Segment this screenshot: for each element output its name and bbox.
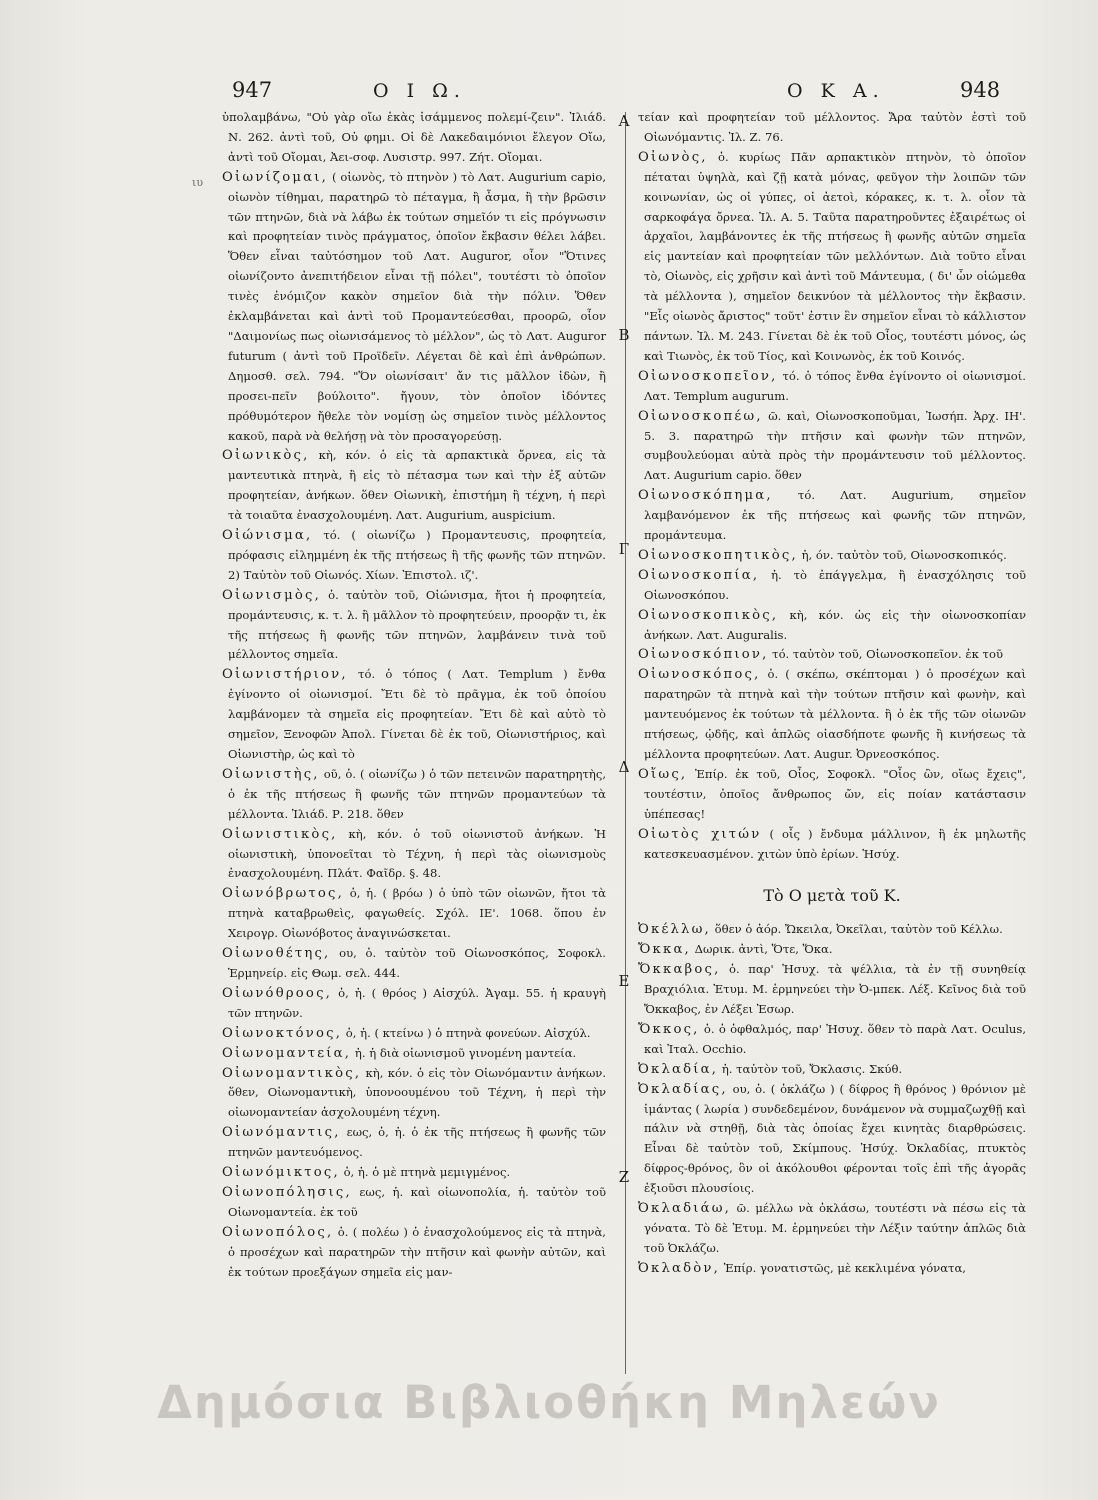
entry-definition: τό. ὁ τόπος ( Λατ. Templum ) ἔνθα ἐγίνοντο οἱ οἰωνισμοί. Ἔτι δὲ τὸ πρᾶγμα, ἐκ τοῦ ὁποίου λαμβάνομεν τὰ σημεῖα εἰς προφητείαν. Ἔτι δὲ καὶ αὐτὸ τὸ σημεῖον, Ξενοφῶν Ἀπολ. Γίνεται δὲ ἐκ τοῦ, Οἰωνιστήριος, καὶ Οἰωνιστὴρ, ὡς καὶ τὸ [228,667,607,761]
dictionary-entry [638,148,1026,367]
right-page-number: 948 [960,78,1001,102]
entry-headword: Οἰωνόβρωτος, [222,886,345,902]
dictionary-entry [222,825,606,885]
entry-headword: Ὀκλαδὸν, [638,1260,721,1276]
dictionary-entry [638,367,1026,407]
entry-definition: ἡ. τὸ ἐπάγγελμα, ἢ ἐνασχόλησις τοῦ Οἰωνοσκόπου. [644,567,1027,602]
section-mark-alpha: Α [618,112,630,130]
dictionary-entry [638,486,1026,546]
dictionary-entry [638,566,1026,606]
entry-headword: Οἰωνοσκοπία, [638,567,760,583]
dictionary-entry [222,984,606,1024]
left-column [222,108,606,1282]
entry-headword: Οἰωνομαντικὸς, [222,1065,362,1081]
entry-headword: Ὀκλαδιάω, [638,1201,732,1217]
dictionary-entry [222,1024,606,1044]
dictionary-entry [222,168,606,447]
entry-headword: Οἰωνοθέτης, [222,946,331,962]
entry-definition: τείαν καὶ προφητείαν τοῦ μέλλοντος. Ἄρα ταὐτὸν ἐστὶ τοῦ Οἰωνόμαντις. Ἰλ. Ζ. 76. [638,110,1026,144]
entry-definition: ου, ὁ. ( ὀκλάζω ) ( δίφρος ἢ θρόνος ) θρόνιον μὲ ἱμάντας ( λωρία ) συνδεδεμένον, δυνάμενον νὰ συμμαζωχθῇ καὶ πάλιν νὰ στηθῇ, διὰ τὰς ὁποίας ἔχει κινητὰς διαρθρώσεις. Εἶναι δὲ ταὐτὸν τοῦ, Σκίμπους. Ἡσύχ. Ὀκλαδίας, πτυκτὸς δίφρος-θρόνος, ὃν οἱ ἀκόλουθοι φέρονται τοῖς ἐπὶ τῆς ἀγορᾶς ἐξιοῦσι πλουσίοις. [644,1081,1027,1196]
entry-definition: Ἐπίρ. γονατιστῶς, μὲ κεκλιμένα γόνατα, [723,1260,966,1275]
entry-definition: ὁ. ὁ ὀφθαλμός, παρ' Ἡσυχ. ὅθεν τὸ παρὰ Λατ. Oculus, καὶ Ἰταλ. Occhio. [644,1021,1027,1056]
dictionary-entry [638,1080,1026,1199]
entry-definition: κὴ, κόν. ὁ τοῦ οἰωνιστοῦ ἀνήκων. Ἡ οἰωνιστικὴ, ὑπονοεῖται τὸ Τέχνη, ἡ περὶ τὰς οἰωνισμοὺς ἐνασχολουμένη. Πλάτ. Φαῖδρ. §. 48. [228,826,607,881]
dictionary-entry [222,446,606,526]
section-mark-zeta: Ζ [618,1168,630,1186]
dictionary-entry [638,108,1026,148]
entry-headword: Οἰωνοσκοπητικὸς, [638,547,798,563]
dictionary-entry [222,1044,606,1064]
entry-headword: Οἰωνοσκόπος, [638,667,761,683]
entry-headword: Ὄκκαβος, [638,962,721,978]
entry-definition: κὴ, κόν. ὁ εἰς τὸν Οἰωνόμαντιν ἀνήκων. ὅθεν, Οἰωνομαντικὴ, ὑπονοουμένου τοῦ Τέχνη, ἡ περὶ τὴν οἰωνομαντείαν ἀσχολουμένη τέχνη. [228,1065,607,1120]
entry-headword: Οἰωνομαντεία, [222,1045,352,1061]
entry-definition: κὴ, κόν. ὡς εἰς τὴν οἰωνοσκοπίαν ἀνήκων. Λατ. Auguralis. [644,607,1026,642]
dictionary-entry [222,665,606,765]
entry-definition: τό. ( οἰωνίζω ) Προμαντευσις, προφητεία, πρόφασις εἰλημμένη ἐκ τῆς πτήσεως ἢ τῆς φωνῆς τῶν πτηνῶν. 2) Ταὐτὸν τοῦ Οἰωνός. Χίων. Ἐπιστολ. ιζ'. [228,528,607,582]
dictionary-entry [638,825,1026,865]
entry-headword: Οἰωτὸς χιτών [638,826,762,842]
entry-headword: Ὀκέλλω, [638,922,711,938]
entry-headword: Ὄκκα, [638,942,691,958]
dictionary-entry [222,1223,606,1283]
entry-headword: Οἰωνοσκοπέω, [638,408,763,424]
dictionary-entry [638,1020,1026,1060]
entry-definition: ὁ. παρ' Ἡσυχ. τὰ ψέλλια, τὰ ἐν τῇ συνηθείᾳ Βραχιόλια. Ἐτυμ. Μ. ἑρμηνεύει τὴν Ὀ-μπεκ. Λέξ. Κεῖνος διὰ τοῦ Ὄκκαβος, ἐν Λέξει Ἐσωρ. [644,962,1026,1016]
right-running-head: Ο Κ Α. [787,80,885,102]
entry-headword: Οἰωνὸς, [638,149,708,165]
entry-headword: Οἰωνιστήριον, [222,667,348,683]
entry-headword: Οἰωνοσκοπεῖον, [638,368,778,384]
entry-definition: ὑπολαμβάνω, "Οὐ γὰρ οἴω ἑκὰς ἰσάμμενος πολεμί-ζειν". Ἰλιάδ. Ν. 262. ἀντὶ τοῦ, Οὐ φημι. Οἱ δὲ Λακεδαιμόνιοι ἔλεγον Οἴω, ἀντὶ τοῦ Οἴομαι, Ἀει-σοφ. Λυσιστρ. 997. Ζήτ. Οἴομαι. [222,110,606,164]
entry-definition: ὅθεν ὁ ἀόρ. Ὤκειλα, Ὀκεῖλαι, ταὐτὸν τοῦ Κέλλω. [714,922,1003,937]
entry-definition: ου, ὁ. ταὐτὸν τοῦ Οἰωνοσκόπος, Σοφοκλ. Ἑρμηνείρ. εἰς Θωμ. σελ. 444. [228,946,606,980]
dictionary-entry [638,606,1026,646]
dictionary-entry [222,1064,606,1124]
entry-definition: τό. ταὐτὸν τοῦ, Οἰωνοσκοπεῖον. ἐκ τοῦ [772,647,1003,662]
entry-definition: ( οἰωνὸς, τὸ πτηνὸν ) τὸ Λατ. Augurium capio, οἰωνὸν τίθημαι, παρατηρῶ τὸ πέταγμα, ἢ ἆσμα, ἢ τὴν βρῶσιν τῶν πτηνῶν, διὰ νὰ λάβω ἐκ τούτων σημεῖόν τι εἰς πρόγνωσιν καὶ προφητείαν τινὸς πράγματος, ὁποῖον ἔκβασιν θέλει λάβει. Ὅθεν εἶναι ταὐτόσημον τοῦ Λατ. Auguror, οἷον "Ὅτινες οἰωνίζοντο ἀνεπιτήδειον εἶναι τῇ πόλει", τουτέστι τὸ ὁποῖον τινὲς ἐνόμιζον κακὸν σημεῖον διὰ τὴν πόλιν. Ὅθεν ἐκλαμβάνεται καὶ ἀντὶ τοῦ Προμαντεύεσθαι, προορῶ, οἷον "Δαιμονίως πως οἰωνισάμενος τὸ μέλλον", ὡς τὸ Λατ. Auguror futurum ( ἀντὶ τοῦ Προϊδεῖν. Λέγεται δὲ καὶ ἐπὶ ἀνθρώπων. Δημοσθ. σελ. 794. "Ὅν οἰωνίσαιτ' ἄν τις μᾶλλον ἰδὼν, ἢ προσει-πεῖν βούλοιτο". ἤγουν, τὸν ὁποῖον ἰδόντες πρόθυμότερον ἤθελε τὸν νομίσῃ ὡς σημεῖον τινὸς μέλλοντος κακοῦ, παρὰ νὰ θελήσῃ νὰ τὸν προσαγορεύσῃ. [228,169,607,443]
right-column [638,108,1026,1279]
entry-definition: ἡ. ἡ διὰ οἰωνισμοῦ γινομένη μαντεία. [354,1045,577,1060]
entry-definition: εως, ὁ, ἡ. ὁ ἐκ τῆς πτήσεως ἢ φωνῆς τῶν πτηνῶν μαντευόμενος. [228,1125,606,1160]
entry-definition: οῦ, ὁ. ( οἰωνίζω ) ὁ τῶν πετεινῶν παρατηρητὴς, ὁ ἐκ τῆς πτήσεως ἢ φωνῆς τῶν πτηνῶν προμαντεύων τὰ μέλλοντα. Ἰλιάδ. Ρ. 218. ὅθεν [228,766,607,821]
section-mark-beta: Β [618,326,630,344]
dictionary-entry [222,944,606,984]
section-mark-gamma: Γ [618,540,630,558]
dictionary-entry [222,1163,606,1183]
entry-headword: Ὀκλαδία, [638,1061,719,1077]
dictionary-entry [638,920,1026,940]
entry-definition: ὁ, ἡ. ( κτείνω ) ὁ πτηνὰ φονεύων. Αἰσχύλ. [345,1025,591,1040]
entry-definition: Δωρικ. ἀντὶ, Ὅτε, Ὅκα. [694,942,833,957]
entry-definition: ὁ, ἡ. ( βρόω ) ὁ ὑπὸ τῶν οἰωνῶν, ἤτοι τὰ πτηνὰ καταβρωθεὶς, φαγωθείς. Σχόλ. ΙΕ'. 1068. ὅπου ἐν Χειρογρ. Οἰωνόβοτος ἀναγινώσκεται. [228,886,607,941]
dictionary-entry [638,940,1026,960]
dictionary-entry [638,1199,1026,1259]
entry-headword: Οἰωνισμὸς, [222,587,322,603]
dictionary-entry [638,1259,1026,1279]
entry-headword: Οἰωνιστικὸς, [222,826,338,842]
entry-definition: ( οἶς ) ἔνδυμα μάλλινον, ἢ ἐκ μηλωτῆς κατεσκευασμένον. χιτὼν ὑπὸ ἐρίων. Ἡσύχ. [644,826,1026,861]
dictionary-entry [638,407,1026,487]
dictionary-entry [638,765,1026,825]
entry-definition: ἡ, όν. ταὐτὸν τοῦ, Οἰωνοσκοπικός. [801,547,1007,562]
left-page-number: 947 [232,78,273,102]
entry-definition: ὁ. ( πολέω ) ὁ ἐνασχολούμενος εἰς τὰ πτηνὰ, ὁ προσέχων καὶ παρατηρῶν τὴν πτῆσιν καὶ φωνὴν αὐτῶν, καὶ ἐκ τούτων προεξάγων σημεῖα εἰς μαν- [228,1224,606,1279]
entry-headword: Οἰωνοπόλος, [222,1224,334,1240]
page-header [0,78,1098,112]
library-watermark: Δημόσια Βιβλιοθήκη Μηλεών [157,1376,941,1429]
entry-headword: Οἰωνοπόλησις, [222,1184,352,1200]
entry-headword: Οἰώνισμα, [222,528,313,544]
entry-definition: ὁ, ἡ. ( θρόος ) Αἰσχύλ. Ἀγαμ. 55. ἡ κραυγὴ τῶν πτηνῶν. [228,985,607,1020]
entry-definition: ὁ. κυρίως Πᾶν αρπακτικὸν πτηνὸν, τὸ ὁποῖον πέταται ὑψηλὰ, καὶ ζῇ κατὰ μόνας, φεῦγον τὴν λοιπῶν τῶν κοινωνίαν, ὡς οἱ γύπες, οἱ ἀετοὶ, κόρακες, κ. τ. λ. οἷον τὰ σαρκοφάγα ὄρνεα. Ἰλ. Α. 5. Ταῦτα παρατηροῦντες ἐξαιρέτως οἱ ἀρχαῖοι, λαμβάνοντες ἐκ τῆς πτήσεως ἢ φωνῆς αὐτῶν σημεῖα εἰς μαντείαν καὶ προφητείαν τῶν μελλόντων. Διὰ τοῦτο εἶναι τὸ, Οἰωνὸς, εἰς χρῆσιν καὶ ἀντὶ τοῦ Μάντευμα, ( δι' ὧν οἰώμεθα τὰ μέλλοντα ), σημεῖον δεικνύον τὰ μέλλοντος τὴν ἔκβασιν. "Εἷς οἰωνὸς ἄριστος" τοῦτ' ἐστιν ἓν σημεῖον εἶναι τὸ κάλλιστον πάντων. Ἰλ. Μ. 243. Γίνεται δὲ ἐκ τοῦ Οἶος, τουτέστι μόνος, ὡς καὶ Τιωνὸς, ἐκ τοῦ Τίος, καὶ Κοινωνὸς, ἐκ τοῦ Κοινός. [644,149,1027,363]
entry-definition: κὴ, κόν. ὁ εἰς τὰ αρπακτικὰ ὄρνεα, εἰς τὰ μαντευτικὰ πτηνὰ, ἢ εἰς τὸ πέτασμα των καὶ τὴν ἐξ αὐτῶν προφητείαν, ἀνήκων. ὅθεν Οἰωνικὴ, ἐπιστήμη ἢ τέχνη, ἡ περὶ τὰ τοιαῦτα ἐνασχολουμένη. Λατ. Augurium, auspicium. [228,448,606,523]
dictionary-entry [638,645,1026,665]
entry-headword: Οἰωνίζομαι, [222,169,329,185]
entry-headword: Οἰωνόθροος, [222,985,333,1001]
dictionary-entry [222,526,606,586]
entry-headword: Οἰωνόμαντις, [222,1125,341,1141]
dictionary-entry [222,765,606,825]
entry-headword: Ὀκλαδίας, [638,1081,728,1097]
entry-definition: Ἐπίρ. ἐκ τοῦ, Οἶος, Σοφοκλ. "Οἷος ὢν, οἴως ἔχεις", τουτέστιν, ὁποῖος ἄνθρωπος ὤν, εἰς ποίαν κατάστασιν ὑπέπεσας! [644,766,1027,821]
entry-headword: Οἴως, [638,766,688,782]
entry-definition: τό. ὁ τόπος ἔνθα ἐγίνοντο οἱ οἰωνισμοί. Λατ. Templum augurum. [644,368,1026,403]
margin-note: ιυ [192,176,203,189]
entry-headword: Οἰωνόμικτος, [222,1165,340,1181]
entry-definition: ῶ. μέλλω νὰ ὀκλάσω, τουτέστι νὰ πέσω εἰς τὰ γόνατα. Τὸ δὲ Ἐτυμ. Μ. ἑρμηνεύει τὴν Λέξιν ταύτην ἁπλῶς διὰ τοῦ Ὀκλάζω. [644,1201,1027,1255]
entry-definition: ὁ. ταὐτὸν τοῦ, Οἰώνισμα, ἤτοι ἡ προφητεία, προμάντευσις, κ. τ. λ. ἢ μᾶλλον τὸ προφητεύειν, προορᾷν τι, ἐκ τῆς πτήσεως ἢ φωνῆς τῶν πτηνῶν, λαμβάνειν τινὰ τοῦ μέλλοντος σημεῖα. [228,587,606,662]
section-mark-delta: Δ [618,758,630,776]
entry-headword: Οἰωνοκτόνος, [222,1025,343,1041]
dictionary-entry [222,586,606,666]
entry-headword: Οἰωνοσκοπικὸς, [638,607,779,623]
dictionary-entry [222,1123,606,1163]
dictionary-entry [638,665,1026,765]
entry-definition: ἡ. ταὐτὸν τοῦ, Ὄκλασις. Σκύθ. [721,1061,903,1076]
entry-headword: Ὄκκος, [638,1021,700,1037]
dictionary-entry [222,1183,606,1223]
entry-definition: ὁ. ( σκέπω, σκέπτομαι ) ὁ προσέχων καὶ παρατηρῶν τὰ πτηνὰ καὶ τὴν τούτων πτῆσιν καὶ φωνὴν, καὶ μαντευόμενος ἐκ τούτων τὰ μέλλοντα. ἢ ὁ ἐκ τῆς τῶν οἰωνῶν πτήσεως, ᾠδῆς, καὶ ἁπλῶς οἱασδήποτε φωνῆς ἢ κινήσεως τὰ μέλλοντα προφητεύων. Λατ. Augur. Ὀρνεοσκόπος. [644,667,1026,761]
dictionary-entry [638,1060,1026,1080]
left-running-head: Ο Ι Ω. [373,80,466,102]
dictionary-entry [638,960,1026,1020]
section-mark-epsilon: Ε [618,972,630,990]
entry-headword: Οἰωνοσκόπημα, [638,488,773,504]
section-title: Τὸ Ο μετὰ τοῦ Κ. [763,886,901,906]
entry-headword: Οἰωνικὸς, [222,448,310,464]
entry-headword: Οἰωνιστὴς, [222,766,320,782]
entry-definition: τό. Λατ. Augurium, σημεῖον λαμβανόμενον ἐκ τῆς πτήσεως καὶ φωνῆς τῶν πτηνῶν, προμάντευμα. [644,488,1026,543]
entry-definition: ῶ. καὶ, Οἰωνοσκοποῦμαι, Ἰωσήπ. Ἀρχ. ΙΗ'. 5. 3. παρατηρῶ τὴν πτῆσιν καὶ φωνὴν τῶν πτηνῶν, συμβουλεύομαι αὐτὰ πρὸς τὴν προμάντευσιν τοῦ μέλλοντος. Λατ. Augurium capio. ὅθεν [644,408,1026,483]
entry-definition: εως, ἡ. καὶ οἰωνοπολία, ἡ. ταὐτὸν τοῦ Οἰωνομαντεία. ἐκ τοῦ [228,1184,606,1219]
dictionary-entry [638,546,1026,566]
dictionary-entry [222,884,606,944]
dictionary-entry [222,108,606,168]
entry-headword: Οἰωνοσκόπιον, [638,647,769,663]
entry-definition: ὁ, ἡ. ὁ μὲ πτηνὰ μεμιγμένος. [343,1165,511,1180]
